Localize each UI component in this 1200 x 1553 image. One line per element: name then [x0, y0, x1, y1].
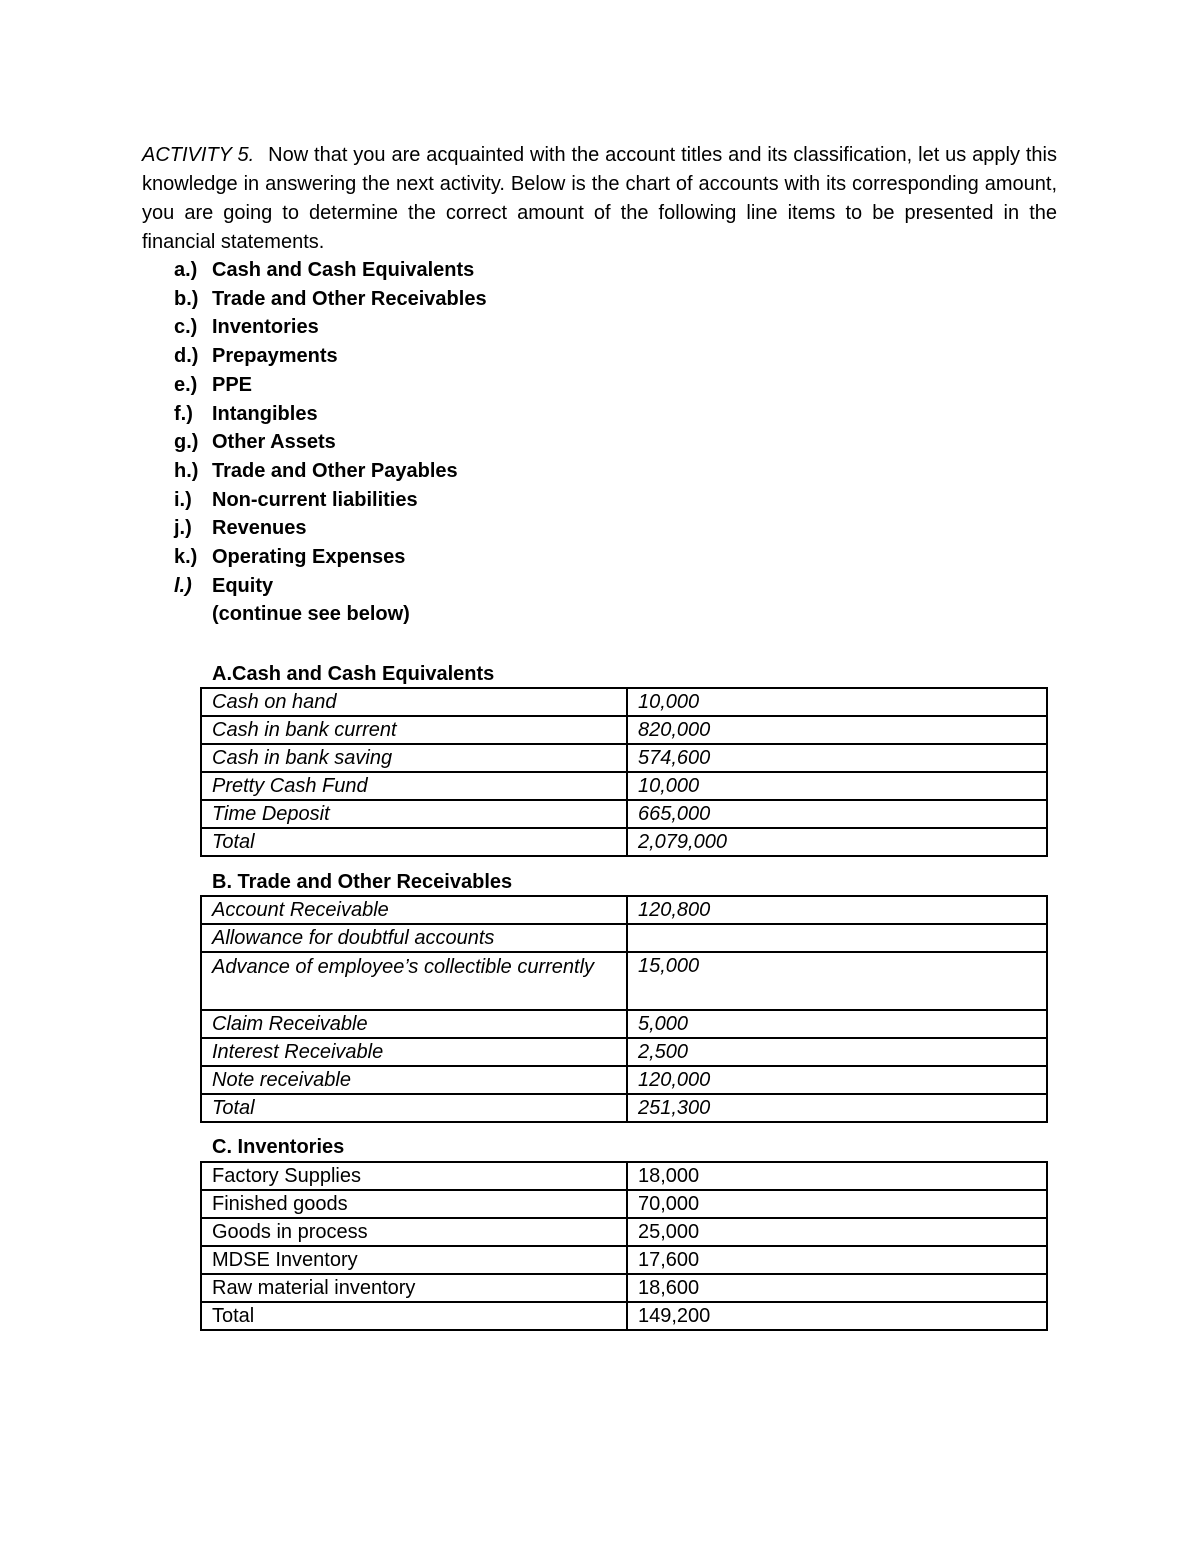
account-name: Allowance for doubtful accounts: [201, 924, 627, 952]
list-item: [174, 285, 487, 314]
table-row: [201, 896, 1047, 924]
line-items-list: [174, 256, 487, 629]
activity-label: ACTIVITY 5.: [142, 144, 255, 166]
table-row: [201, 1218, 1047, 1246]
account-amount: 574,600: [627, 744, 1047, 772]
list-item: [174, 400, 487, 429]
account-name: Total: [201, 1094, 627, 1122]
continue-note: [174, 600, 487, 629]
table-row: [201, 744, 1047, 772]
account-name: Factory Supplies: [201, 1162, 627, 1190]
account-name: Raw material inventory: [201, 1274, 627, 1302]
list-item: [174, 572, 487, 601]
account-amount: 149,200: [627, 1302, 1047, 1330]
table-row: [201, 952, 1047, 1010]
list-item-label: Non-current liabilities: [212, 488, 418, 511]
account-name: Account Receivable: [201, 896, 627, 924]
account-amount: 25,000: [627, 1218, 1047, 1246]
table-row: [201, 1038, 1047, 1066]
list-item-label: Intangibles: [212, 402, 318, 425]
continue-note-text: (continue see below): [212, 603, 410, 626]
table-row: [201, 1274, 1047, 1302]
account-amount: 251,300: [627, 1094, 1047, 1122]
account-name: Goods in process: [201, 1218, 627, 1246]
table-row: [201, 772, 1047, 800]
list-marker: i.): [174, 488, 192, 511]
list-item: [174, 371, 487, 400]
account-amount: 120,000: [627, 1066, 1047, 1094]
account-amount: 5,000: [627, 1010, 1047, 1038]
table-row: [201, 1066, 1047, 1094]
account-amount: 17,600: [627, 1246, 1047, 1274]
section-title-cash: A.Cash and Cash Equivalents: [212, 663, 495, 685]
list-item: [174, 342, 487, 371]
account-amount: 2,500: [627, 1038, 1047, 1066]
account-name: MDSE Inventory: [201, 1246, 627, 1274]
list-item: [174, 457, 487, 486]
table-row: [201, 1094, 1047, 1122]
account-amount: 70,000: [627, 1190, 1047, 1218]
list-item: [174, 486, 487, 515]
list-item-label: Inventories: [212, 316, 319, 339]
account-name: Note receivable: [201, 1066, 627, 1094]
table-row: [201, 1302, 1047, 1330]
list-item-label: Revenues: [212, 517, 307, 540]
account-name: Interest Receivable: [201, 1038, 627, 1066]
list-item-label: Trade and Other Receivables: [212, 287, 487, 310]
list-item-label: Trade and Other Payables: [212, 459, 458, 482]
table-row: [201, 828, 1047, 856]
account-name: Time Deposit: [201, 800, 627, 828]
account-amount: [627, 924, 1047, 952]
account-amount: 10,000: [627, 688, 1047, 716]
list-item-label: Prepayments: [212, 345, 338, 368]
account-amount: 18,600: [627, 1274, 1047, 1302]
account-amount: 120,800: [627, 896, 1047, 924]
list-marker: j.): [174, 517, 192, 540]
list-marker: k.): [174, 546, 198, 569]
section-title-receivables: B. Trade and Other Receivables: [212, 871, 513, 893]
account-amount: 820,000: [627, 716, 1047, 744]
account-amount: 15,000: [627, 952, 1047, 1010]
list-item-label: Other Assets: [212, 431, 336, 454]
account-name: Finished goods: [201, 1190, 627, 1218]
cash-table: [200, 687, 1048, 857]
table-row: [201, 716, 1047, 744]
list-marker: l.): [174, 574, 192, 597]
account-name: Cash in bank current: [201, 716, 627, 744]
inventories-table: [200, 1161, 1048, 1331]
table-row: [201, 924, 1047, 952]
list-item: [174, 428, 487, 457]
account-amount: 665,000: [627, 800, 1047, 828]
list-marker: c.): [174, 316, 198, 339]
account-amount: 18,000: [627, 1162, 1047, 1190]
account-name: Cash on hand: [201, 688, 627, 716]
list-item: [174, 514, 487, 543]
table-row: [201, 1246, 1047, 1274]
account-name: Claim Receivable: [201, 1010, 627, 1038]
list-item: [174, 256, 487, 285]
list-marker: f.): [174, 402, 193, 425]
account-amount: 10,000: [627, 772, 1047, 800]
list-marker: e.): [174, 373, 198, 396]
list-item-label: Cash and Cash Equivalents: [212, 259, 475, 281]
activity-intro: [142, 141, 1057, 257]
table-row: [201, 1162, 1047, 1190]
list-marker: b.): [174, 287, 199, 310]
table-row: [201, 688, 1047, 716]
account-name: Pretty Cash Fund: [201, 772, 627, 800]
list-marker: h.): [174, 459, 199, 482]
list-marker: g.): [174, 431, 199, 454]
table-row: [201, 800, 1047, 828]
table-row: [201, 1010, 1047, 1038]
account-name: Total: [201, 828, 627, 856]
list-item-label: Equity: [212, 574, 274, 597]
list-marker: d.): [174, 345, 199, 368]
activity-instructions: Now that you are acquainted with the account titles and its classification, let us apply this knowledge in answering the next activity. Below is the chart of accounts with its corresponding amount, you are going to determine the correct amount of the following line items to be presented in the financial statements.: [142, 144, 1058, 253]
table-row: [201, 1190, 1047, 1218]
receivables-table: [200, 895, 1048, 1123]
account-amount: 2,079,000: [627, 828, 1047, 856]
list-item: [174, 313, 487, 342]
account-name: Cash in bank saving: [201, 744, 627, 772]
account-name: Total: [201, 1302, 627, 1330]
account-name: Advance of employee’s collectible currently: [201, 952, 627, 1010]
list-marker: a.): [174, 259, 198, 281]
section-title-inventories: C. Inventories: [212, 1136, 345, 1158]
list-item-label: Operating Expenses: [212, 546, 406, 569]
list-item-label: PPE: [212, 373, 253, 396]
list-item: [174, 543, 487, 572]
